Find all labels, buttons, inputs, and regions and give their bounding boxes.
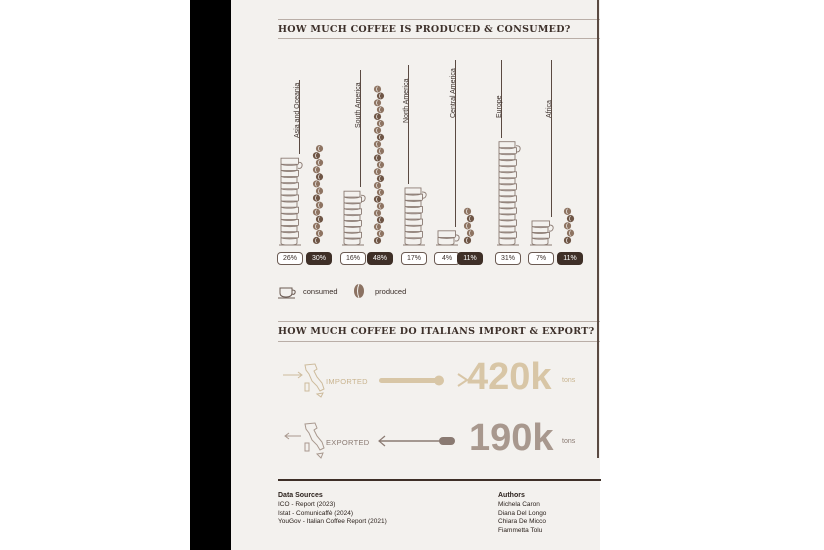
authors-list xyxy=(498,501,546,535)
consumed-percent-label: 16% xyxy=(340,252,366,265)
region-label: Central America xyxy=(450,68,457,118)
consumed-cups-stack xyxy=(530,221,553,245)
produced-beans-stack xyxy=(464,208,474,244)
imported-unit: tons xyxy=(562,377,576,384)
import-arrow xyxy=(377,372,457,388)
consumed-cups-stack xyxy=(342,191,365,245)
cup-icon xyxy=(278,285,298,299)
region-label: North America xyxy=(403,78,410,123)
produced-percent-label: 11% xyxy=(457,252,483,265)
infographic-poster xyxy=(231,0,600,550)
region-label: Asia and Oceania xyxy=(294,82,301,138)
consumed-cups-stack xyxy=(436,231,459,245)
footer-rule xyxy=(278,479,601,481)
consumed-percent-label: 31% xyxy=(495,252,521,265)
section2-bottom-rule xyxy=(278,341,600,342)
exported-unit: tons xyxy=(562,438,576,445)
author-item: Chiara De Micco xyxy=(498,518,547,526)
source-item: YouGov - Italian Coffee Report (2021) xyxy=(278,518,387,526)
poster-right-edge xyxy=(597,0,599,458)
exported-label: EXPORTED xyxy=(326,438,370,447)
section1-title: HOW MUCH COFFEE IS PRODUCED & CONSUMED? xyxy=(278,24,571,35)
produced-beans-stack xyxy=(374,86,384,244)
author-item: Michela Caron xyxy=(498,501,540,508)
data-sources-title: Data Sources xyxy=(278,492,323,499)
region-label: Europe xyxy=(496,95,503,118)
consumed-percent-label: 26% xyxy=(277,252,303,265)
consumed-cups-stack xyxy=(497,142,520,245)
italy-map-export-icon xyxy=(281,420,325,462)
produced-beans-stack xyxy=(313,145,323,244)
consumed-percent-label: 4% xyxy=(434,252,460,265)
left-black-strip xyxy=(190,0,231,550)
produced-beans-stack xyxy=(564,208,574,244)
coffee-bean-icon xyxy=(352,283,366,299)
legend-produced-label: produced xyxy=(375,287,407,296)
produced-percent-label: 11% xyxy=(557,252,583,265)
imported-label: IMPORTED xyxy=(326,377,368,386)
data-sources-list xyxy=(278,501,387,527)
consumed-percent-label: 17% xyxy=(401,252,427,265)
legend-consumed-label: consumed xyxy=(303,287,338,296)
author-item: Diana Del Longo xyxy=(498,509,547,517)
section2-title: HOW MUCH COFFEE DO ITALIANS IMPORT & EXPORT? xyxy=(278,326,595,337)
authors-title: Authors xyxy=(498,492,525,499)
region-leader-line xyxy=(551,60,552,217)
source-item: ICO - Report (2023) xyxy=(278,501,336,508)
produced-percent-label: 30% xyxy=(306,252,332,265)
region-label: Africa xyxy=(546,100,553,118)
exported-value: 190k xyxy=(469,417,554,459)
region-label: South America xyxy=(355,82,362,128)
imported-value: 420k xyxy=(467,356,552,398)
source-item: Istat - Comunicaffè (2024) xyxy=(278,509,354,517)
italy-map-import-icon xyxy=(281,361,325,401)
consumed-cups-stack xyxy=(279,158,302,245)
consumed-percent-label: 7% xyxy=(528,252,554,265)
section2-top-rule xyxy=(278,321,600,322)
consumed-cups-stack xyxy=(403,188,426,245)
produced-percent-label: 48% xyxy=(367,252,393,265)
export-arrow xyxy=(377,433,459,449)
author-item: Fiammetta Tolu xyxy=(498,526,543,534)
